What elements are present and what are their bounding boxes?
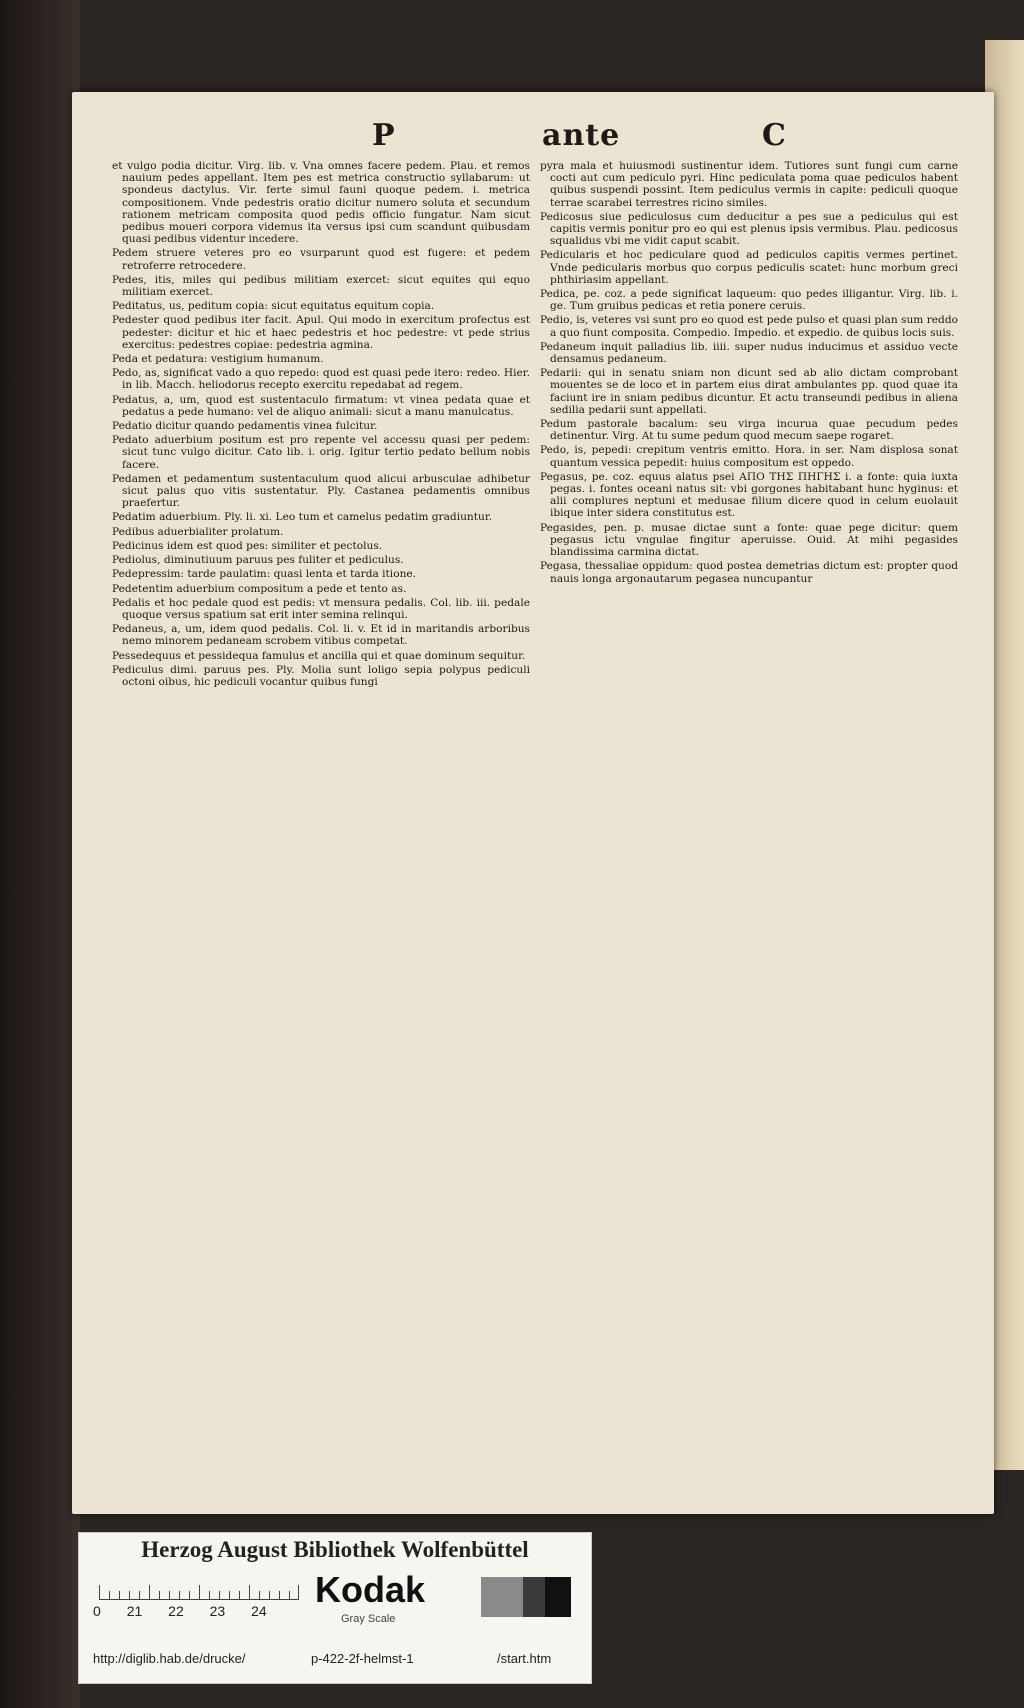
- header-left-letter: P: [372, 118, 395, 153]
- text-paragraph: Pedem struere veteres pro eo vsurparunt quod est fugere: et pedem retroferre retrocedere.: [112, 247, 530, 272]
- text-paragraph: Pedepressim: tarde paulatim: quasi lenta et tarda itione.: [112, 568, 417, 581]
- text-paragraph: Pessedequus et pessidequa famulus et ancilla qui et quae dominum sequitur.: [112, 649, 526, 662]
- text-paragraph: Peditatus, us, peditum copia: sicut equitatus equitum copia.: [112, 300, 435, 313]
- left-text-column: [112, 160, 530, 690]
- text-paragraph: Pedester quod pedibus iter facit. Apul. Qui modo in exercitum profectus est pedester: dicitur et hic et haec pedestris et hoc pedestre: vt pede strius exercitus: pedestres copiae: pedestria agmina.: [112, 314, 530, 351]
- text-paragraph: pyra mala et huiusmodi sustinentur idem. Tutiores sunt fungi cum carne cocti aut cum pediculo pyri. Hinc pediculata poma quae pediculos habent quibus suspendi possint. Item pediculus vermis in capite: pediculi quoque terrae scarabei terrestres ricino similes.: [540, 160, 958, 209]
- url-right: /start.htm: [497, 1651, 552, 1666]
- text-paragraph: Pedarii: qui in senatu sniam non dicunt sed ab alio dictam comprobant mouentes se de loco et in partem eius dirat ambulantes pp. quod quae ita faciunt ire in sniam pedibus dicuntur. Et actu transeundi pedibus in aliena sedilia pedarii sunt appellati.: [540, 367, 958, 416]
- ruler-number: 24: [251, 1603, 267, 1619]
- right-text-column: [540, 160, 958, 587]
- text-paragraph: Pedicinus idem est quod pes: similiter et pectolus.: [112, 539, 383, 552]
- scanner-background: [0, 0, 80, 1708]
- library-name: Herzog August Bibliothek Wolfenbüttel: [141, 1537, 529, 1562]
- ruler-number: 22: [168, 1603, 184, 1619]
- text-paragraph: Peda et pedatura: vestigium humanum.: [112, 353, 324, 366]
- text-paragraph: Pedetentim aduerbium compositum a pede et tento as.: [112, 582, 407, 595]
- url-left: http://diglib.hab.de/drucke/: [93, 1651, 246, 1666]
- text-paragraph: Pedo, is, pepedi: crepitum ventris emitto. Hora. in ser. Nam displosa sonat quantum vessica pepedit: huius compositum est oppedo.: [540, 444, 958, 469]
- url-middle: p-422-2f-helmst-1: [311, 1651, 414, 1666]
- scale-ruler: [99, 1577, 299, 1600]
- header-running-title: ante: [542, 118, 621, 153]
- ruler-number: 21: [126, 1603, 143, 1619]
- ruler-number: 23: [209, 1603, 226, 1619]
- text-paragraph: Pedibus aduerbialiter prolatum.: [112, 525, 284, 538]
- ruler-number: 0: [93, 1603, 101, 1619]
- text-paragraph: Pedio, is, veteres vsi sunt pro eo quod est pede pulso et quasi plan sum reddo a quo fiunt composita. Compedio. Impedio. et expedio. de quibus locis suis.: [540, 314, 958, 339]
- text-paragraph: et vulgo podia dicitur. Virg. lib. v. Vna omnes facere pedem. Plau. et remos nauium pedes appellant. Item pes est metrica constructio syllabarum: ut spondeus dactylus. Vir. ferte simul fauni quoque pedem. i. metrica compositionem. Vnde pedestris oratio dicitur numero soluta et secundum rationem metricam composita quod pedis officio fungatur. Nam sicut pedibus moueri corpora videmus ita versus ipsi cum scandunt quibusdam quasi pedibus videntur incedere.: [112, 160, 530, 246]
- gray-swatch: [481, 1577, 523, 1617]
- kodak-logo: Kodak: [315, 1569, 426, 1610]
- header-right-letter: C: [762, 118, 786, 153]
- text-paragraph: Pediculus dimi. paruus pes. Ply. Molia sunt loligo sepia polypus pediculi octoni oibus, hic pediculi vocantur quibus fungi: [112, 663, 530, 688]
- text-paragraph: Pediolus, diminutiuum paruus pes fuliter et pediculus.: [112, 554, 404, 567]
- text-paragraph: Pedicularis et hoc pediculare quod ad pediculos capitis vermes pertinet. Vnde pedicularis morbus quo corpus pediculis scatet: hunc morbum greci phthiriasim appellant.: [540, 249, 958, 286]
- text-paragraph: Pedalis et hoc pedale quod est pedis: vt mensura pedalis. Col. lib. iii. pedale quoque versus spatium sat erit inter semina relinqui.: [112, 596, 530, 621]
- text-paragraph: Pedes, itis, miles qui pedibus militiam exercet: sicut equites qui equo militiam exercet.: [112, 273, 530, 299]
- text-paragraph: Pedica, pe. coz. a pede significat laqueum: quo pedes illigantur. Virg. lib. i. ge. Tum gruibus pedicas et retia ponere ceruis.: [540, 288, 958, 313]
- ruler-numbers: [93, 1603, 289, 1619]
- text-paragraph: Pedo, as, significat vado a quo repedo: quod est quasi pede itero: redeo. Hier. in lib. Macch. heliodorus recepto exercitu repedabat ad regem.: [112, 367, 530, 392]
- book-page: [72, 92, 994, 1514]
- text-paragraph: Pedatim aduerbium. Ply. li. xi. Leo tum et camelus pedatim gradiuntur.: [112, 511, 493, 524]
- text-paragraph: Pedicosus siue pediculosus cum deducitur a pes sue a pediculus qui est capitis vermis ponitur pro eo qui est plenus ipsis vermibus. Plau. pedicosus squalidus vbi me vidit caput scabit.: [540, 210, 958, 248]
- text-paragraph: Pedato aduerbium positum est pro repente vel accessu quasi per pedem: sicut tunc vulgo dicitur. Cato lib. i. orig. Igitur tertio pedato bellum nobis facere.: [112, 434, 530, 471]
- text-paragraph: Pedum pastorale bacalum: seu virga incurua quae pecudum pedes detinentur. Virg. At tu sume pedum quod mecum saepe rogaret.: [540, 418, 958, 443]
- text-paragraph: Pegasus, pe. coz. equus alatus psei ΑΠΟ ΤΗΣ ΠΗΓΗΣ i. a fonte: quia iuxta pegas. i. fontes oceani natus sit: vbi gorgones habitabant hunc hyginus: et alii complures neptuni et medusae filium dicere quod in celum euolauit ibique inter sidera constitutus est.: [540, 470, 958, 520]
- text-paragraph: Pedatus, a, um, quod est sustentaculo firmatum: vt vinea pedata quae et pedatus a pede humano: vel de aliquo animali: sicut a manu manulcatus.: [112, 393, 530, 418]
- text-paragraph: Pedaneum inquit palladius lib. iiii. super nudus inducimus et assiduo vecte densamus pedaneum.: [540, 340, 958, 366]
- library-color-strip: [78, 1532, 592, 1684]
- text-paragraph: Pegasides, pen. p. musae dictae sunt a fonte: quae pege dicitur: quem pegasus ictu vngulae fingitur aperuisse. Ouid. At mihi pegasides blandissima carmina dictat.: [540, 521, 958, 559]
- black-swatch: [545, 1577, 571, 1617]
- text-paragraph: Pedamen et pedamentum sustentaculum quod alicui arbusculae adhibetur sicut palus quo vitis sustentatur. Ply. Castanea pedamentis omnibus praefertur.: [112, 472, 530, 510]
- gray-scale-label: Gray Scale: [341, 1613, 396, 1625]
- text-paragraph: Pedatio dicitur quando pedamentis vinea fulcitur.: [112, 420, 378, 433]
- dark-swatch: [523, 1577, 545, 1617]
- text-paragraph: Pegasa, thessaliae oppidum: quod postea demetrias dictum est: propter quod nauis longa argonautarum pegasea nuncupantur: [540, 560, 958, 585]
- text-paragraph: Pedaneus, a, um, idem quod pedalis. Col. li. v. Et id in maritandis arboribus nemo minorem pedaneam scrobem vitibus competat.: [112, 623, 530, 648]
